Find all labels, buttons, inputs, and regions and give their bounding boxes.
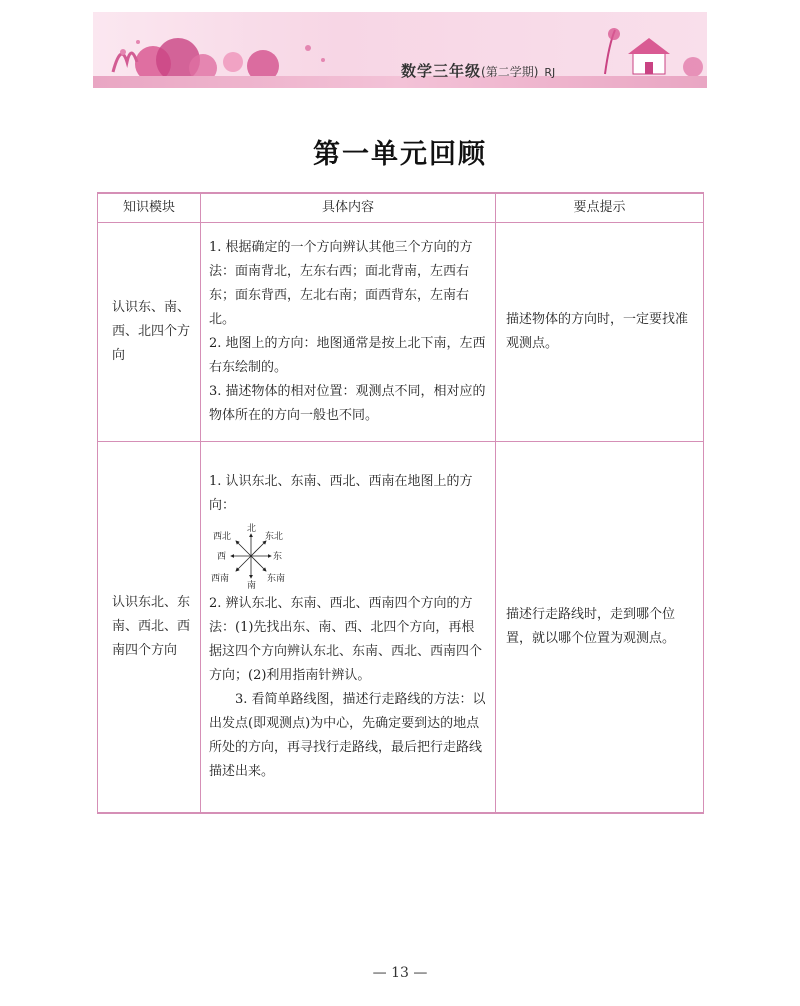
book-title-text: 数学三年级 <box>401 62 482 80</box>
compass-label-southeast: 东南 <box>267 574 286 584</box>
content-cell <box>201 442 496 814</box>
compass-diagram <box>211 522 301 590</box>
content-paragraph: 3. 看简单路线图，描述行走路线的方法：以出发点(即观测点)为中心，先确定要到达的地点所处的方向，再寻找行走路线，最后把行走路线描述出来。 <box>209 692 486 779</box>
tip-cell: 描述物体的方向时，一定要找准观测点。 <box>496 223 704 442</box>
compass-label-north: 北 <box>247 524 257 534</box>
header-stripe <box>93 76 707 88</box>
header-content: 具体内容 <box>201 193 496 223</box>
compass-label-northwest: 西北 <box>213 532 232 542</box>
compass-label-northeast: 东北 <box>265 532 284 542</box>
compass-arrow-northeast <box>251 541 266 556</box>
compass-arrow-southeast <box>251 556 266 571</box>
content-paragraph: 2. 辨认东北、东南、西北、西南四个方向的方法：(1)先找出东、南、西、北四个方向，再根据这四个方向辨认东北、东南、西北、西南四个方向；(2)利用指南针辨认。 <box>209 596 483 683</box>
content-paragraph: 1. 认识东北、东南、西北、西南在地图上的方向： <box>209 474 473 513</box>
compass-arrow-northwest <box>236 541 251 556</box>
edition-text: RJ <box>544 66 556 79</box>
table-row <box>98 223 704 442</box>
content-paragraph: 2. 地图上的方向：地图通常是按上北下南，左西右东绘制的。 <box>209 336 486 375</box>
table-row <box>98 442 704 814</box>
content-paragraph: 3. 描述物体的相对位置：观测点不同，相对应的物体所在的方向一般也不同。 <box>209 384 486 423</box>
table-header-row <box>98 193 704 223</box>
header-tip: 要点提示 <box>496 193 704 223</box>
compass-label-east: 东 <box>273 552 283 562</box>
term-text: (第二学期) <box>481 65 539 79</box>
compass-label-west: 西 <box>217 552 227 562</box>
tip-cell: 描述行走路线时，走到哪个位置，就以哪个位置为观测点。 <box>496 442 704 814</box>
module-cell: 认识东北、东南、西北、西南四个方向 <box>98 442 201 814</box>
page-number: — 13 — <box>372 965 428 981</box>
header-banner <box>93 12 707 88</box>
book-title <box>401 60 555 81</box>
content-paragraph: 1. 根据确定的一个方向辨认其他三个方向的方法：面南背北，左东右西；面北背南，左西右东；面东背西，左北右南；面西背东，左南右北。 <box>209 240 473 327</box>
content-cell <box>201 223 496 442</box>
page-title: 第一单元回顾 <box>313 139 487 170</box>
compass-label-south: 南 <box>247 581 257 590</box>
review-table <box>97 192 704 814</box>
compass-label-southwest: 西南 <box>211 574 230 584</box>
module-cell: 认识东、南、西、北四个方向 <box>98 223 201 442</box>
header-module: 知识模块 <box>98 193 201 223</box>
compass-arrow-southwest <box>236 556 251 571</box>
